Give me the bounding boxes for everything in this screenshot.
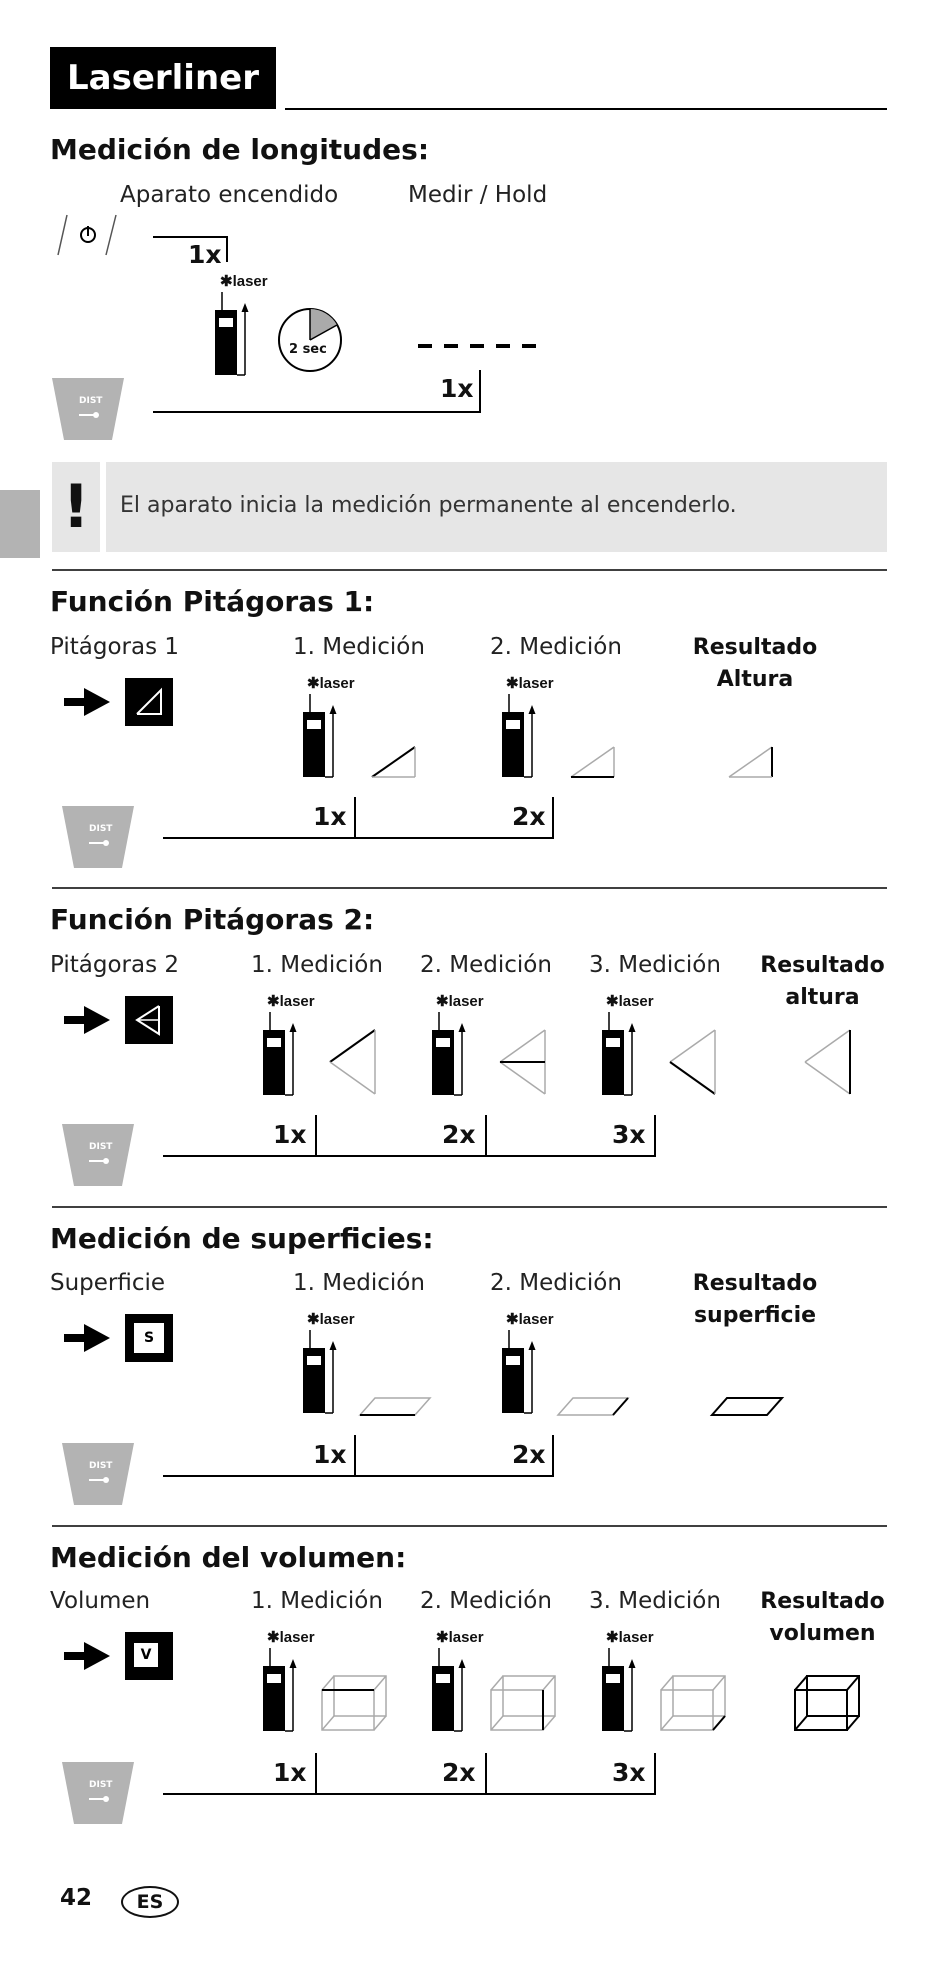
laser-label: ✱laser bbox=[506, 1311, 554, 1328]
step-2-label: 2. Medición bbox=[490, 1270, 622, 1296]
count-2: 2x bbox=[512, 802, 546, 831]
warning-icon: ! bbox=[62, 472, 90, 542]
laser-label: ✱laser bbox=[606, 993, 654, 1010]
brand-logo: Laserliner bbox=[50, 47, 276, 109]
count-power: 1x bbox=[188, 240, 222, 269]
mode-label: Superficie bbox=[50, 1270, 166, 1296]
laser-label: ✱laser bbox=[436, 1629, 484, 1646]
count-3: 3x bbox=[612, 1120, 646, 1149]
dist-key-label: DIST bbox=[89, 1780, 113, 1790]
area-mode-icon bbox=[125, 1314, 173, 1362]
laser-label: ✱laser bbox=[307, 1311, 355, 1328]
page-number: 42 bbox=[60, 1885, 93, 1911]
count-2: 2x bbox=[442, 1758, 476, 1787]
pythagoras-2-mode-icon bbox=[125, 996, 173, 1044]
laser-label: ✱laser bbox=[220, 273, 268, 290]
timer-label: 2 sec bbox=[289, 342, 327, 357]
mode-label: Pitágoras 1 bbox=[50, 634, 180, 660]
step-2-label: 2. Medición bbox=[420, 1588, 552, 1614]
dist-key-label: DIST bbox=[89, 1142, 113, 1152]
laser-label: ✱laser bbox=[606, 1629, 654, 1646]
result-label: Resultado altura bbox=[760, 953, 885, 1010]
section-title-length: Medición de longitudes: bbox=[50, 133, 430, 166]
note-text: El aparato inicia la medición permanente al encenderlo. bbox=[120, 493, 737, 518]
laser-label: ✱laser bbox=[267, 1629, 315, 1646]
step-3-label: 3. Medición bbox=[589, 952, 721, 978]
step-1-label: 1. Medición bbox=[251, 1588, 383, 1614]
area-icon-letter: S bbox=[134, 1323, 164, 1353]
count-dist: 1x bbox=[440, 374, 474, 403]
laser-label: ✱laser bbox=[506, 675, 554, 692]
count-1: 1x bbox=[273, 1120, 307, 1149]
count-3: 3x bbox=[612, 1758, 646, 1787]
step-3-label: 3. Medición bbox=[589, 1588, 721, 1614]
result-label: Resultado Altura bbox=[692, 635, 818, 692]
side-tab bbox=[0, 490, 40, 558]
count-2: 2x bbox=[442, 1120, 476, 1149]
section-title-volume: Medición del volumen: bbox=[50, 1541, 407, 1574]
result-label: Resultado superficie bbox=[692, 1271, 818, 1328]
count-1: 1x bbox=[273, 1758, 307, 1787]
step-1-label: 1. Medición bbox=[293, 634, 425, 660]
laser-label: ✱laser bbox=[267, 993, 315, 1010]
section-title-pythagoras-2: Función Pitágoras 2: bbox=[50, 903, 375, 936]
dist-key-label: DIST bbox=[79, 396, 103, 406]
volume-mode-icon bbox=[125, 1632, 173, 1680]
label-measure-hold: Medir / Hold bbox=[408, 182, 548, 208]
count-1: 1x bbox=[313, 802, 347, 831]
label-device-on: Aparato encendido bbox=[120, 182, 339, 208]
dist-key-label: DIST bbox=[89, 1461, 113, 1471]
step-1-label: 1. Medición bbox=[293, 1270, 425, 1296]
step-1-label: 1. Medición bbox=[251, 952, 383, 978]
laser-label: ✱laser bbox=[307, 675, 355, 692]
step-2-label: 2. Medición bbox=[490, 634, 622, 660]
language-badge: ES bbox=[121, 1886, 179, 1918]
section-title-area: Medición de superficies: bbox=[50, 1222, 434, 1255]
laser-label: ✱laser bbox=[436, 993, 484, 1010]
volume-icon-letter: V bbox=[134, 1643, 158, 1667]
mode-label: Pitágoras 2 bbox=[50, 952, 180, 978]
result-label: Resultado volumen bbox=[760, 1589, 885, 1646]
count-1: 1x bbox=[313, 1440, 347, 1469]
note-divider bbox=[100, 462, 106, 552]
pythagoras-1-mode-icon bbox=[125, 678, 173, 726]
step-2-label: 2. Medición bbox=[420, 952, 552, 978]
mode-label: Volumen bbox=[50, 1588, 151, 1614]
section-title-pythagoras-1: Función Pitágoras 1: bbox=[50, 585, 375, 618]
count-2: 2x bbox=[512, 1440, 546, 1469]
dist-key-label: DIST bbox=[89, 824, 113, 834]
